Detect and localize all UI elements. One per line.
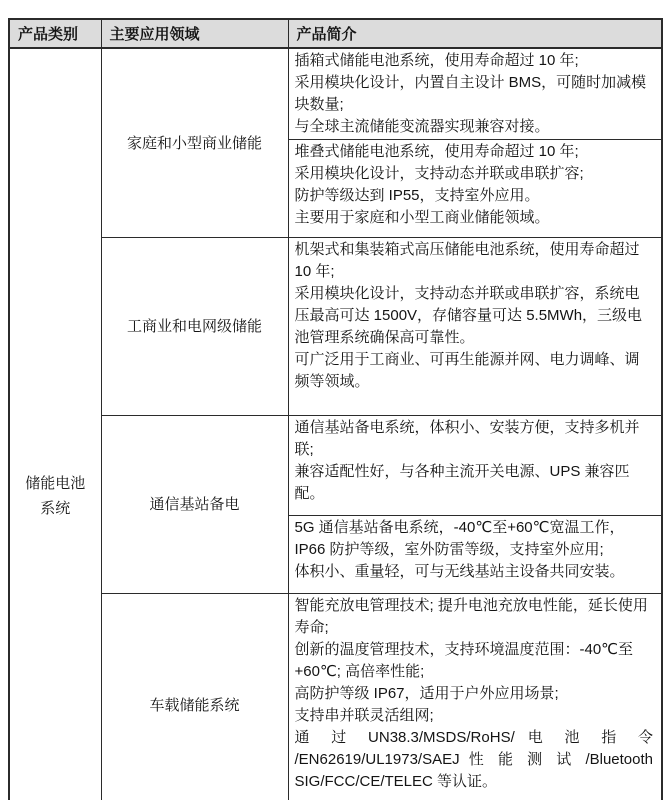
description-paragraph: 机架式和集装箱式高压储能电池系统，使用寿命超过 10 年;: [294, 241, 640, 280]
description-cell: [288, 516, 662, 594]
application-cell: 工商业和电网级储能: [101, 238, 288, 416]
description-paragraph: 插箱式储能电池系统，使用寿命超过 10 年;: [294, 52, 579, 69]
description-paragraph: 体积小、重量轻，可与无线基站主设备共同安装。: [294, 563, 625, 580]
description-cell: [288, 594, 662, 800]
description-paragraph: 与全球主流储能变流器实现兼容对接。: [294, 118, 550, 135]
category-line: 系统: [40, 499, 71, 517]
description-paragraph: 通信基站备电系统，体积小、安装方便，支持多机并联;: [294, 419, 640, 458]
header-product-category: 产品类别: [9, 19, 101, 48]
table-row: [9, 594, 662, 800]
description-paragraph: 通 过 UN38.3/MSDS/RoHS/ 电 池 指 令 /EN62619/UL1973/SAEJ 性 能 测 试 /Bluetooth SIG/FCC/CE/TELEC 等认证。: [294, 729, 653, 790]
description-cell: [288, 48, 662, 140]
application-cell: 通信基站备电: [101, 416, 288, 594]
table-row: [9, 238, 662, 416]
description-paragraph: 5G 通信基站备电系统，-40℃至+60℃宽温工作，IP66 防护等级，室外防雷等级，支持室外应用;: [294, 519, 625, 558]
description-paragraph: 智能充放电管理技术; 提升电池充放电性能，延长使用寿命;: [294, 597, 648, 636]
description-cell: [288, 416, 662, 516]
category-cell: [9, 48, 101, 800]
description-paragraph: 采用模块化设计，内置自主设计 BMS，可随时加减模块数量;: [294, 74, 647, 113]
header-application-field: 主要应用领域: [101, 19, 288, 48]
application-cell: 车载储能系统: [101, 594, 288, 800]
description-paragraph: 采用模块化设计，支持动态并联或串联扩容，系统电压最高可达 1500V，存储容量可达 5.5MWh，三级电池管理系统确保高可靠性。: [294, 285, 643, 346]
description-paragraph: 防护等级达到 IP55，支持室外应用。: [294, 187, 540, 204]
description-paragraph: 可广泛用于工商业、可再生能源并网、电力调峰、调频等领域。: [294, 351, 640, 390]
description-paragraph: 采用模块化设计，支持动态并联或串联扩容;: [294, 165, 584, 182]
description-paragraph: 创新的温度管理技术，支持环境温度范围：-40℃至+60℃; 高倍率性能;: [294, 641, 634, 680]
category-line: 储能电池: [25, 474, 86, 492]
description-paragraph: 主要用于家庭和小型工商业储能领域。: [294, 209, 550, 226]
table-header-row: [9, 19, 662, 48]
product-table: [8, 18, 663, 800]
description-paragraph: 支持串并联灵活组网;: [294, 707, 434, 724]
header-product-intro: 产品简介: [288, 19, 662, 48]
application-cell: 家庭和小型商业储能: [101, 48, 288, 238]
description-cell: [288, 140, 662, 238]
description-paragraph: 堆叠式储能电池系统，使用寿命超过 10 年;: [294, 143, 579, 160]
description-paragraph: 兼容适配性好，与各种主流开关电源、UPS 兼容匹配。: [294, 463, 630, 502]
description-cell: [288, 238, 662, 416]
table-row: [9, 48, 662, 140]
table-row: [9, 416, 662, 516]
description-paragraph: 高防护等级 IP67，适用于户外应用场景;: [294, 685, 559, 702]
